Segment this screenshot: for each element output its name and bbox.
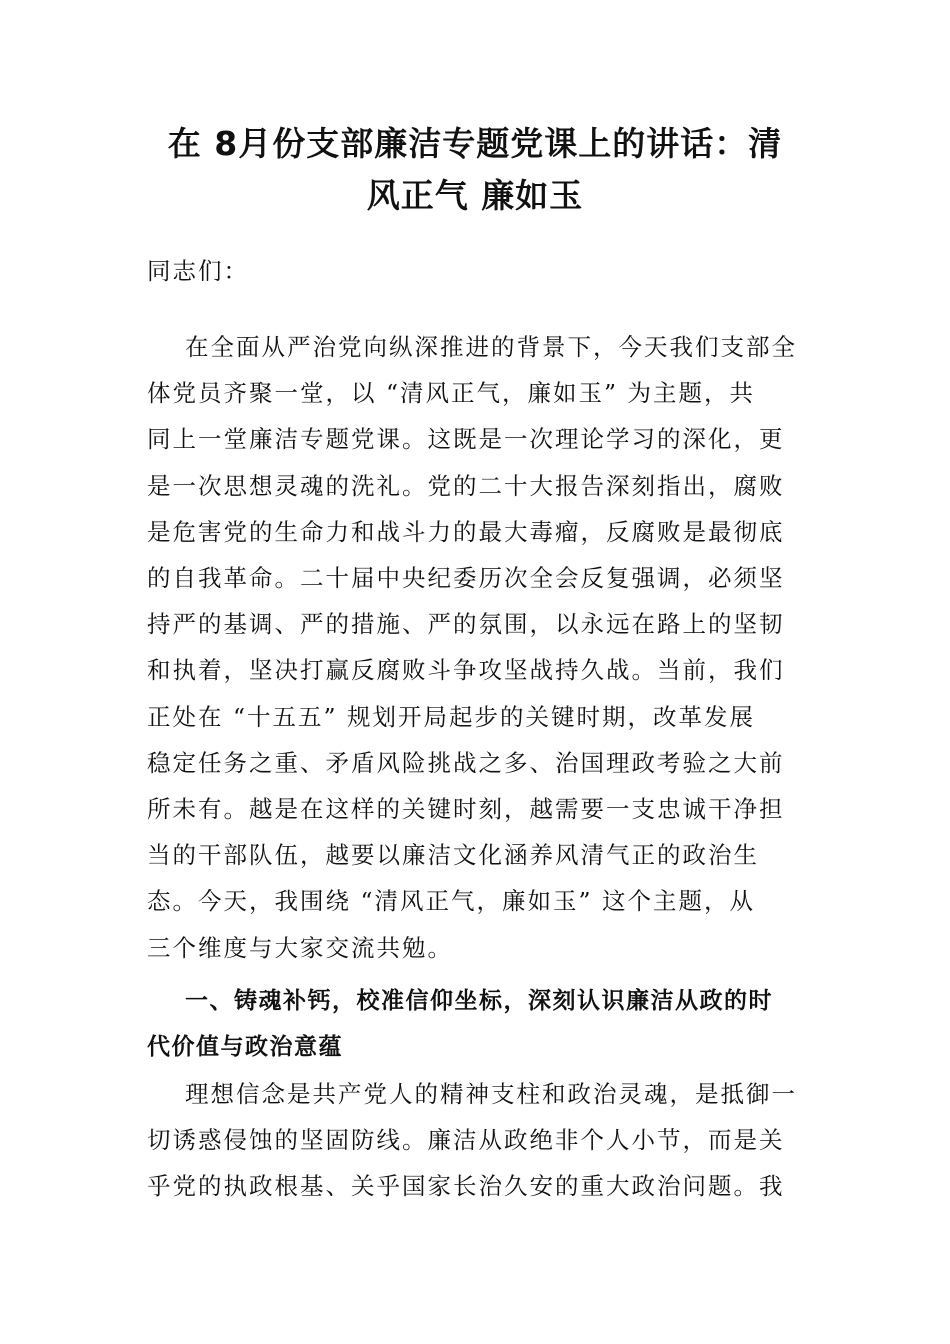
paragraph-line: 持严的基调、严的措施、严的氛围，以永远在路上的坚韧 bbox=[147, 610, 785, 639]
section-heading-line: 代价值与政治意蕴 bbox=[147, 1034, 343, 1060]
paragraph-line: 的自我革命。二十届中央纪委历次全会反复强调，必须坚 bbox=[147, 564, 785, 593]
paragraph-line: 稳定任务之重、矛盾风险挑战之多、治国理政考验之大前 bbox=[147, 748, 785, 777]
paragraph-line: 当的干部队伍，越要以廉洁文化涵养风清气正的政治生 bbox=[147, 841, 759, 870]
paragraph-line: 是危害党的生命力和战斗力的最大毒瘤，反腐败是最彻底 bbox=[147, 517, 785, 546]
document-title bbox=[130, 118, 820, 222]
paragraph-line: 所未有。越是在这样的关键时刻，越需要一支忠诚干净担 bbox=[147, 795, 785, 824]
paragraph-line: 和执着，坚决打赢反腐败斗争攻坚战持久战。当前，我们 bbox=[147, 656, 785, 685]
paragraph-line: 态。今天，我围绕 “清风正气，廉如玉” 这个主题，从 bbox=[147, 887, 755, 916]
paragraph-line: 同上一堂廉洁专题党课。这既是一次理论学习的深化，更 bbox=[147, 425, 785, 454]
paragraph-line: 三个维度与大家交流共勉。 bbox=[147, 933, 453, 962]
greeting-text: 同志们： bbox=[147, 257, 249, 285]
title-line-1: 在 8月份支部廉洁专题党课上的讲话：清 bbox=[167, 124, 783, 163]
section-heading-line: 一、铸魂补钙，校准信仰坐标，深刻认识廉洁从政的时 bbox=[185, 988, 773, 1014]
paragraph-line: 在全面从严治党向纵深推进的背景下，今天我们支部全 bbox=[185, 333, 797, 361]
paragraph-2 bbox=[147, 1071, 812, 1210]
section-heading-1 bbox=[147, 978, 812, 1070]
paragraph-line: 理想信念是共产党人的精神支柱和政治灵魂，是抵御一 bbox=[185, 1080, 797, 1108]
paragraph-line: 切诱惑侵蚀的坚固防线。廉洁从政绝非个人小节，而是关 bbox=[147, 1126, 785, 1155]
greeting bbox=[147, 248, 812, 294]
paragraph-line: 正处在 “十五五” 规划开局起步的关键时期，改革发展 bbox=[147, 702, 755, 731]
title-line-2: 风正气 廉如玉 bbox=[366, 176, 584, 215]
paragraph-line: 乎党的执政根基、关乎国家长治久安的重大政治问题。我 bbox=[147, 1172, 785, 1201]
paragraph-1 bbox=[147, 324, 812, 971]
paragraph-line: 是一次思想灵魂的洗礼。党的二十大报告深刻指出，腐败 bbox=[147, 471, 785, 500]
paragraph-line: 体党员齐聚一堂，以 “清风正气，廉如玉” 为主题，共 bbox=[147, 379, 755, 408]
